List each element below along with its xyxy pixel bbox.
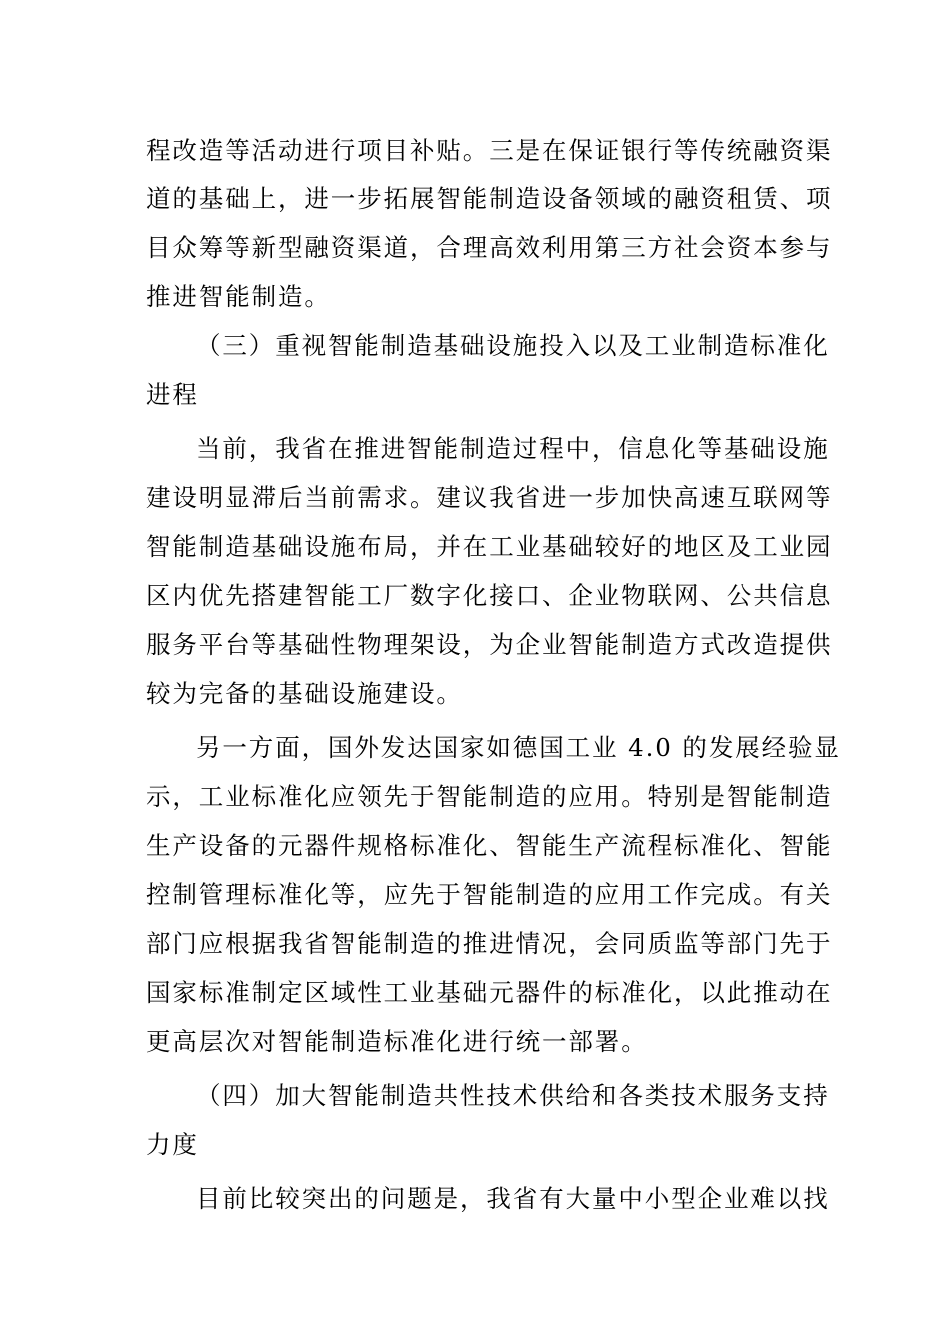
paragraph-3-line-7: 更高层次对智能制造标准化进行统一部署。 xyxy=(146,1027,648,1056)
paragraph-3-line-2: 示，工业标准化应领先于智能制造的应用。特别是智能制造 xyxy=(146,782,833,811)
section-heading-3-line-2: 进程 xyxy=(146,380,199,409)
paragraph-3-line-4: 控制管理标准化等，应先于智能制造的应用工作完成。有关 xyxy=(146,880,833,909)
paragraph-1-line-4: 推进智能制造。 xyxy=(146,282,331,311)
paragraph-3-line-1: 另一方面，国外发达国家如德国工业 4.0 的发展经验显 xyxy=(196,733,841,762)
paragraph-1-line-2: 道的基础上，进一步拓展智能制造设备领域的融资租赁、项 xyxy=(146,184,833,213)
section-heading-4-line-2: 力度 xyxy=(146,1130,199,1159)
paragraph-3-line-3: 生产设备的元器件规格标准化、智能生产流程标准化、智能 xyxy=(146,831,833,860)
paragraph-2-line-1: 当前，我省在推进智能制造过程中，信息化等基础设施 xyxy=(196,434,830,463)
section-heading-4-line-1: （四）加大智能制造共性技术供给和各类技术服务支持 xyxy=(196,1081,830,1110)
paragraph-3-line-5: 部门应根据我省智能制造的推进情况，会同质监等部门先于 xyxy=(146,929,833,958)
paragraph-1-line-3: 目众筹等新型融资渠道，合理高效利用第三方社会资本参与 xyxy=(146,233,833,262)
paragraph-2-line-4: 区内优先搭建智能工厂数字化接口、企业物联网、公共信息 xyxy=(146,581,833,610)
paragraph-2-line-3: 智能制造基础设施布局，并在工业基础较好的地区及工业园 xyxy=(146,532,833,561)
paragraph-4-line-1: 目前比较突出的问题是，我省有大量中小型企业难以找 xyxy=(196,1184,830,1213)
section-heading-3-line-1: （三）重视智能制造基础设施投入以及工业制造标准化 xyxy=(196,331,830,360)
paragraph-2-line-6: 较为完备的基础设施建设。 xyxy=(146,679,463,708)
paragraph-1-line-1: 程改造等活动进行项目补贴。三是在保证银行等传统融资渠 xyxy=(146,136,833,165)
paragraph-2-line-2: 建设明显滞后当前需求。建议我省进一步加快高速互联网等 xyxy=(146,483,833,512)
paragraph-2-line-5: 服务平台等基础性物理架设，为企业智能制造方式改造提供 xyxy=(146,630,833,659)
paragraph-3-line-6: 国家标准制定区域性工业基础元器件的标准化，以此推动在 xyxy=(146,978,833,1007)
